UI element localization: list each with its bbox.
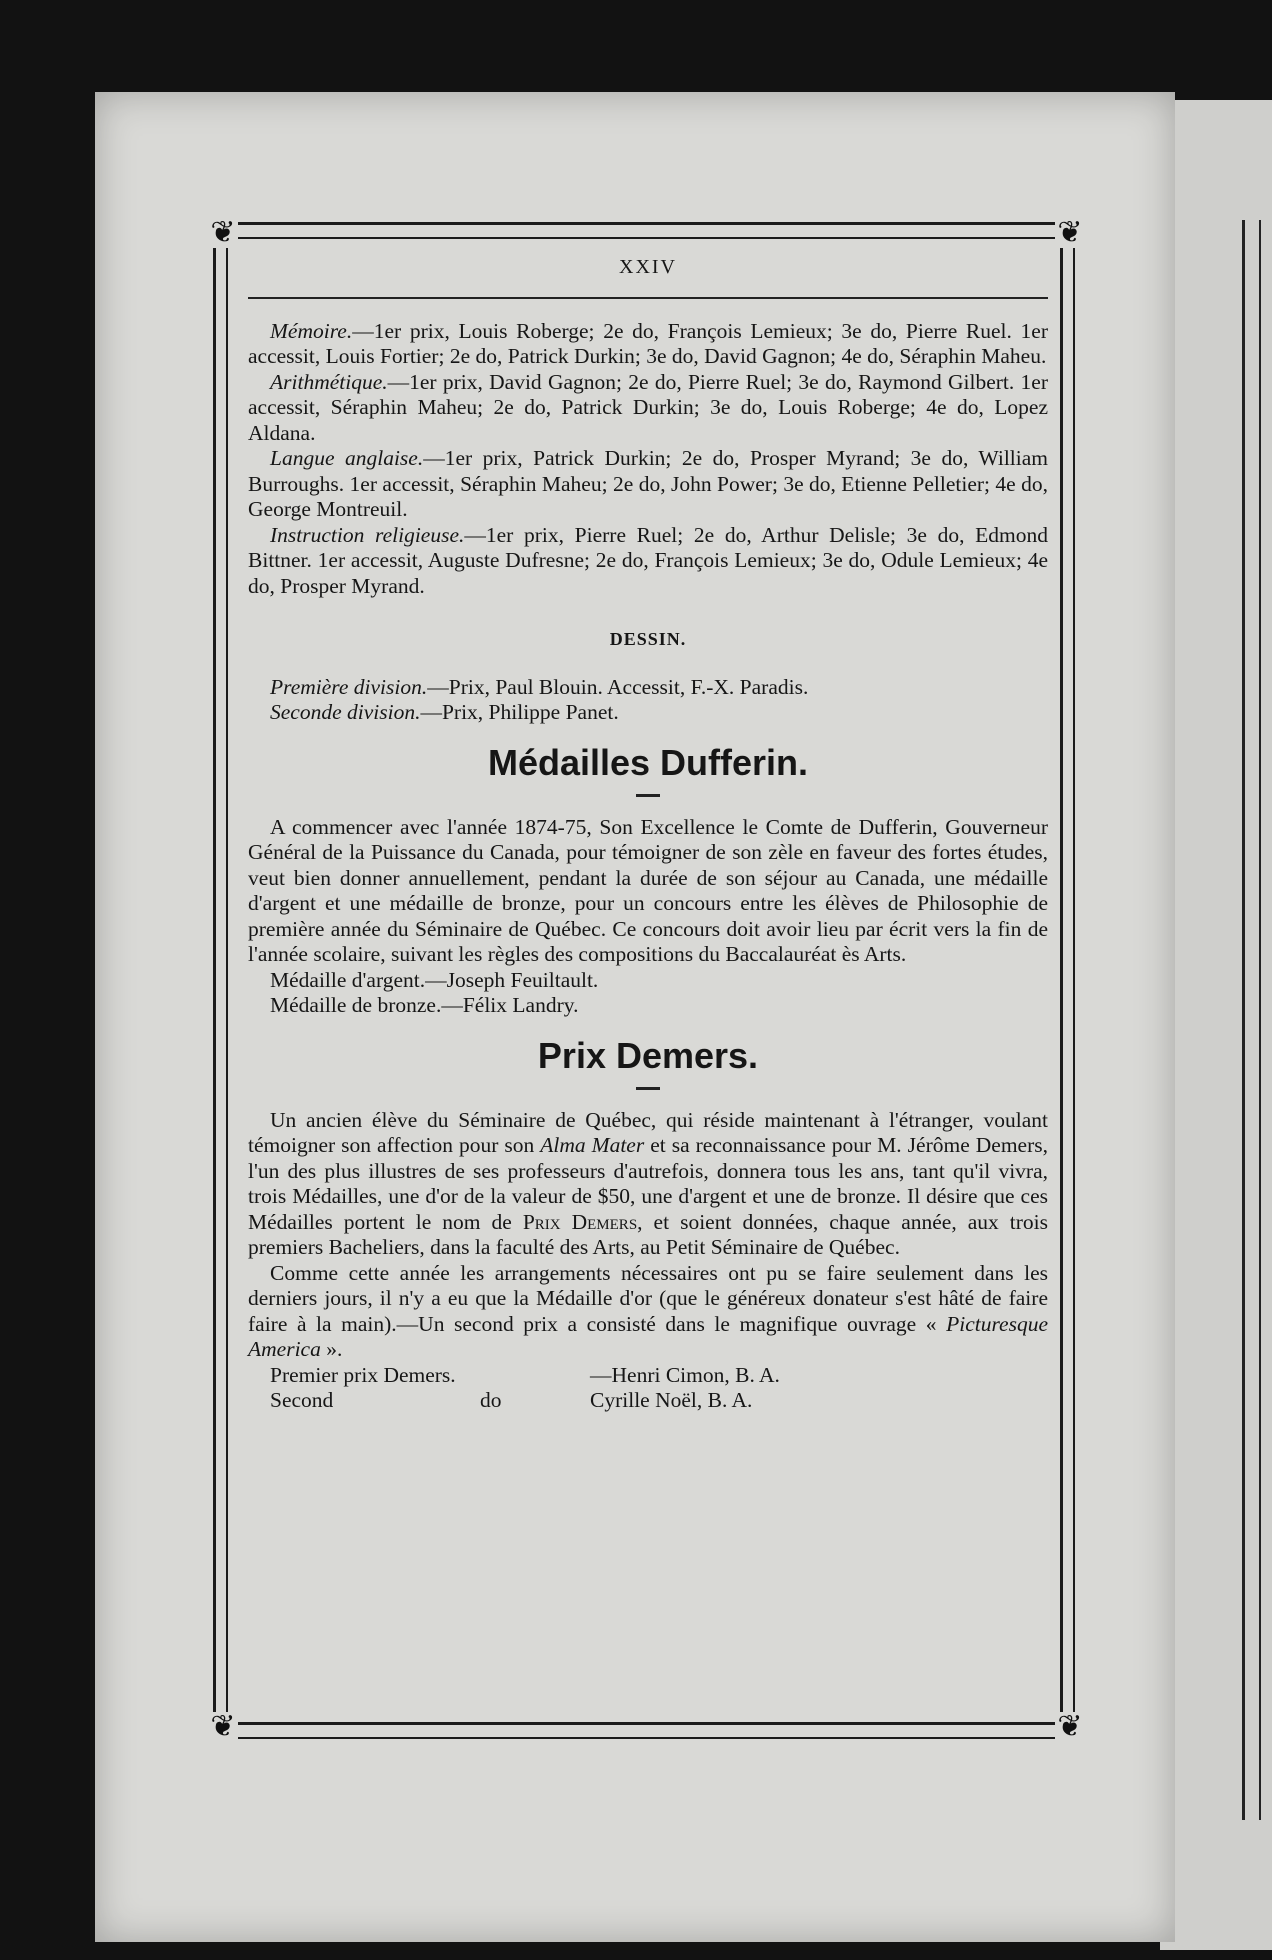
alma-mater: Alma Mater: [540, 1133, 645, 1157]
winner-ditto: [480, 1363, 590, 1389]
header-rule: [248, 297, 1048, 299]
corner-ornament-icon: ❦: [1055, 1712, 1085, 1742]
prix-demers-name: Prix Demers: [522, 1209, 638, 1234]
demers-paragraph-2: [248, 1261, 1048, 1363]
prize-subject: Mémoire.: [270, 318, 353, 343]
demers-winner-row: [270, 1388, 1048, 1414]
prize-subject: Instruction religieuse.: [270, 522, 465, 547]
winner-name: —Henri Cimon, B. A.: [590, 1362, 780, 1387]
dufferin-paragraph: A commencer avec l'année 1874-75, Son Excellence le Comte de Dufferin, Gouverneur Général de la Puissance du Canada, pour témoigner de son zèle en faveur des fortes études, veut bien donner annuellement, pendant la durée de son séjour au Canada, une médaille d'argent et une médaille de bronze, pour un concours entre les élèves de Philosophie de première année du Séminaire de Québec. Ce concours doit avoir lieu par écrit vers la fin de l'année scolaire, suivant les règles des compositions du Baccalauréat ès Arts.: [248, 814, 1048, 966]
book-title: Picturesque America: [248, 1311, 1048, 1361]
winner-label: Premier prix Demers.: [270, 1362, 456, 1387]
frame-top-border: [215, 222, 1075, 239]
title-dash: [636, 794, 660, 797]
adjacent-page-edge: [1160, 100, 1272, 1950]
demers-text: ».: [320, 1337, 343, 1361]
page-number: XXIV: [619, 256, 677, 278]
demers-paragraph-1: [248, 1108, 1048, 1261]
corner-ornament-icon: ❦: [208, 1712, 238, 1742]
prize-text: —1er prix, Patrick Durkin; 2e do, Prosper Myrand; 3e do, William Burroughs. 1er accessit, Séraphin Maheu; 2e do, John Power; 3e do, Etienne Pelletier; 4e do, George Montreuil.: [248, 446, 1049, 521]
winner-name: Cyrille Noël, B. A.: [590, 1388, 753, 1412]
division-text: —Prix, Philippe Panet.: [420, 700, 619, 724]
division-label: Première division.: [270, 674, 428, 699]
demers-text: Comme cette année les arrangements nécessaires ont pu se faire seulement dans les derniers jours, il n'y a eu que la Médaille d'or (que le généreux donateur s'est hâté de faire faire à la main).—Un second prix a consisté dans le magnifique ouvrage «: [248, 1260, 1048, 1336]
prize-text: —1er prix, Pierre Ruel; 2e do, Arthur Delisle; 3e do, Edmond Bittner. 1er accessit, Auguste Dufresne; 2e do, François Lemieux; 3e do, Odule Lemieux; 4e do, Prosper Myrand.: [248, 522, 1048, 598]
dufferin-bronze: Médaille de bronze.—Félix Landry.: [270, 993, 579, 1017]
prize-subject: Arithmétique.: [270, 369, 388, 394]
winner-label: Second: [270, 1388, 334, 1412]
dessin-premiere-division: [270, 675, 1048, 701]
dessin-seconde-division: [270, 700, 1048, 726]
demers-text: Un ancien élève du Séminaire de Québec, qui réside maintenant à l'étranger, voulant témoigner son affection pour son: [248, 1107, 1048, 1157]
section-title-demers: Prix Demers.: [537, 1034, 759, 1076]
page-content: [248, 255, 1048, 1414]
section-heading-dessin: DESSIN.: [609, 629, 687, 649]
division-label: Seconde division.: [270, 700, 421, 724]
frame-left-border: [213, 230, 228, 1730]
prize-memoire: [248, 319, 1048, 370]
division-text: —Prix, Paul Blouin. Accessit, F.-X. Paradis.: [427, 674, 809, 699]
corner-ornament-icon: ❦: [1055, 218, 1085, 248]
prize-instruction-religieuse: [248, 523, 1048, 600]
prize-text: —1er prix, Louis Roberge; 2e do, François Lemieux; 3e do, Pierre Ruel. 1er accessit, Louis Fortier; 2e do, Patrick Durkin; 3e do, David Gagnon; 4e do, Séraphin Maheu.: [248, 318, 1048, 368]
prize-text: —1er prix, David Gagnon; 2e do, Pierre Ruel; 3e do, Raymond Gilbert. 1er accessit, Séraphin Maheu; 2e do, Patrick Durkin; 3e do, Louis Roberge; 4e do, Lopez Aldana.: [248, 369, 1048, 445]
section-title-dufferin: Médailles Dufferin.: [487, 741, 809, 783]
winner-ditto: do: [480, 1388, 502, 1412]
prize-langue-anglaise: [248, 446, 1048, 523]
demers-text: , et soient données, chaque année, aux trois premiers Bacheliers, dans la faculté des Arts, au Petit Séminaire de Québec.: [248, 1209, 1048, 1259]
dufferin-argent: Médaille d'argent.—Joseph Feuiltault.: [270, 967, 599, 992]
prize-arithmetique: [248, 370, 1048, 447]
prize-subject: Langue anglaise.: [270, 446, 424, 470]
frame-bottom-border: [215, 1722, 1075, 1739]
demers-winner-row: [270, 1363, 1048, 1389]
demers-text: et sa reconnaissance pour M. Jérôme Demers, l'un des plus illustres de ses professeurs d'autrefois, donnera tous les ans, tant qu'il vivra, trois Médailles, une d'or de la valeur de $50, une d'argent et une de bronze. Il désire que ces Médailles portent le nom de: [248, 1133, 1048, 1234]
title-dash: [636, 1087, 660, 1090]
adjacent-page-border: [1242, 220, 1261, 1820]
frame-right-border: [1060, 230, 1075, 1730]
corner-ornament-icon: ❦: [208, 218, 238, 248]
